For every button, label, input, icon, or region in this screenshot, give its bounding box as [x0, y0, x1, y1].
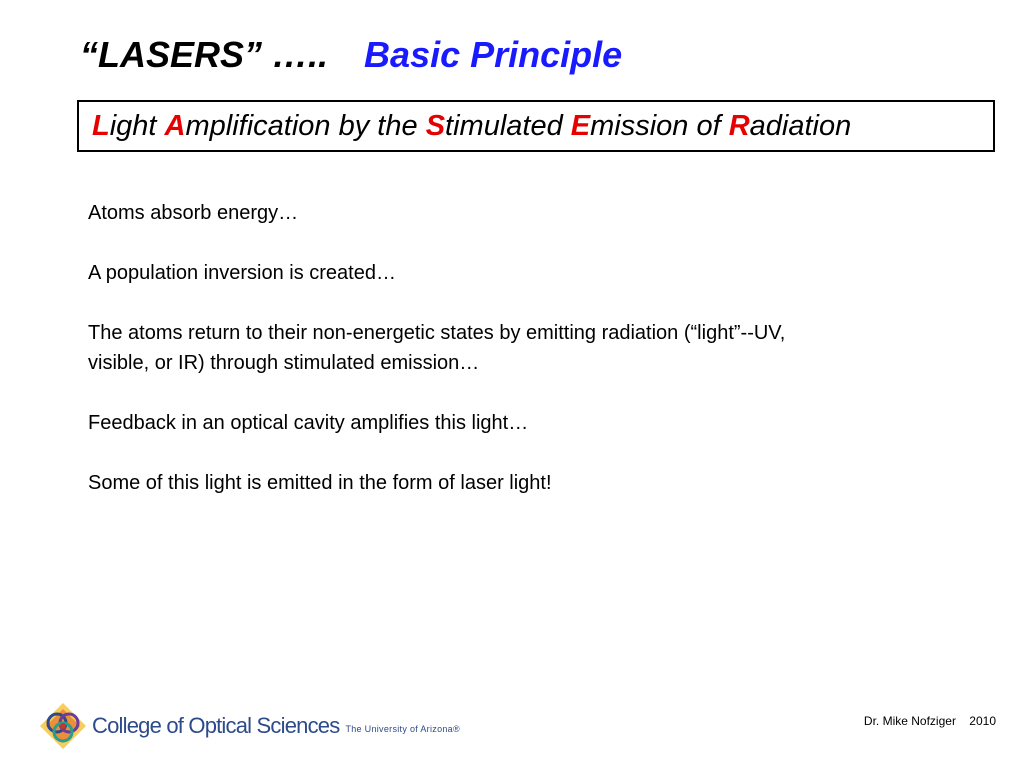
body-paragraph: A population inversion is created… [88, 262, 396, 284]
college-name: College of Optical Sciences [92, 713, 340, 738]
body-paragraph: Feedback in an optical cavity amplifies this light… [88, 412, 529, 434]
acronym-part [563, 110, 721, 143]
acronym-part [418, 110, 563, 143]
acronym-rest: ight [109, 109, 157, 142]
acronym-letter: E [570, 109, 591, 142]
title-main: “LASERS” ….. [80, 34, 329, 75]
college-emblem-icon [38, 701, 88, 751]
body-paragraph: The atoms return to their non-energetic states by emitting radiation (“light”--UV, visible, or IR) through stimulated emission… [88, 322, 786, 374]
university-name: The University of Arizona® [345, 724, 460, 734]
acronym-letter: L [92, 109, 110, 142]
body-paragraph: Some of this light is emitted in the form of laser light! [88, 472, 552, 494]
acronym-letter: A [164, 109, 186, 142]
slide-title [80, 34, 622, 76]
acronym-definition-box [77, 100, 995, 152]
author-name: Dr. Mike Nofziger [863, 714, 956, 728]
acronym-letter: R [728, 109, 750, 142]
acronym-part [92, 110, 156, 143]
acronym-rest: adiation [749, 109, 852, 142]
acronym-part [156, 110, 417, 143]
acronym-rest: timulated [445, 109, 563, 142]
author-credit [864, 714, 996, 728]
slide-body [88, 198, 968, 528]
acronym-rest: mplification by the [185, 109, 418, 142]
college-logo [38, 700, 460, 752]
body-paragraph: Atoms absorb energy… [88, 202, 299, 224]
acronym-rest: mission of [590, 109, 721, 142]
credit-year: 2010 [969, 714, 996, 728]
acronym-part [721, 110, 852, 143]
title-accent: Basic Principle [364, 34, 623, 75]
acronym-letter: S [425, 109, 446, 142]
